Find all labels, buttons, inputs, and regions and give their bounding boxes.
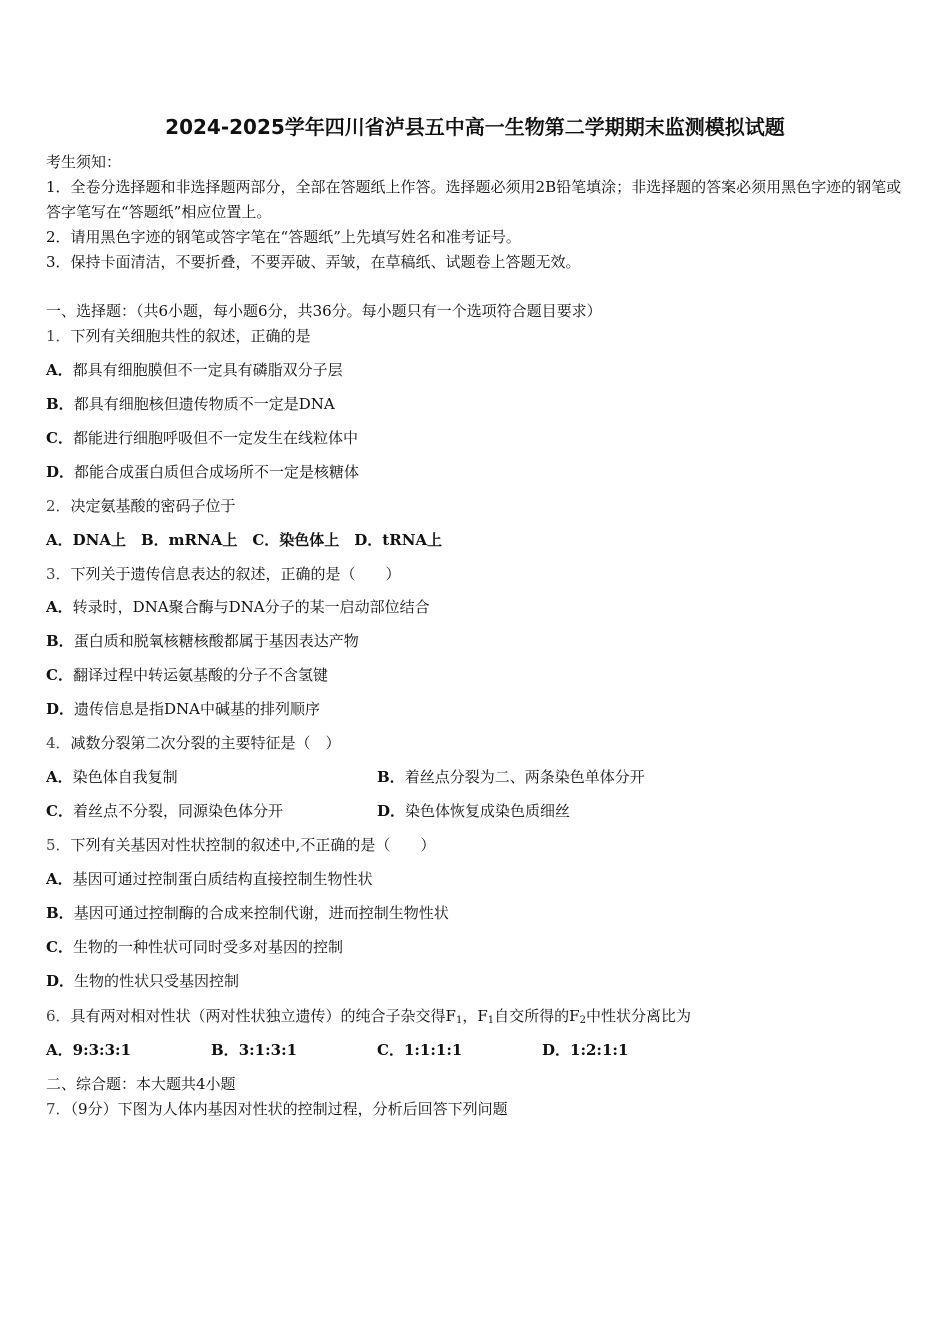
question-7: 7．（9分）下图为人体内基因对性状的控制过程，分析后回答下列问题 <box>46 1100 508 1118</box>
option-1c: C．都能进行细胞呼吸但不一定发生在线粒体中 <box>46 429 358 447</box>
notice-item-1: 1．全卷分选择题和非选择题两部分，全部在答题纸上作答。选择题必须用2B铅笔填涂；非选择题的答案必须用黑色字迹的钢笔或答字笔写在“答题纸”相应位置上。 <box>46 178 902 221</box>
option-3d: D．遗传信息是指DNA中碱基的排列顺序 <box>46 700 321 718</box>
option-3a: A．转录时，DNA聚合酶与DNA分子的某一启动部位结合 <box>46 598 430 616</box>
question-2: 2．决定氨基酸的密码子位于 <box>46 497 236 515</box>
section1-heading: 一、选择题：（共6小题，每小题6分，共36分。每小题只有一个选项符合题目要求） <box>46 302 602 320</box>
option-1a: A．都具有细胞膜但不一定具有磷脂双分子层 <box>46 361 343 379</box>
question-6: 6．具有两对相对性状（两对性状独立遗传）的纯合子杂交得$F_1$，$F_1$自交所得的$F_2$中性状分离比为 <box>46 1007 691 1026</box>
question-stem: 下列有关细胞共性的叙述，正确的是 <box>70 327 311 345</box>
option-5c: C．生物的一种性状可同时受多对基因的控制 <box>46 938 343 956</box>
page-title: 2024-2025学年四川省泸县五中高一生物第二学期期末监测模拟试题 <box>165 115 785 139</box>
notice-heading: 考生须知： <box>46 153 122 171</box>
notice-item-3: 3．保持卡面清洁，不要折叠，不要弄破、弄皱，在草稿纸、试题卷上答题无效。 <box>46 253 581 271</box>
option-5b: B．基因可通过控制酶的合成来控制代谢，进而控制生物性状 <box>46 904 449 922</box>
option-4b: B．着丝点分裂为二、两条染色单体分开 <box>377 768 645 786</box>
option-1d: D．都能合成蛋白质但合成场所不一定是核糖体 <box>46 463 360 481</box>
question-4: 4．减数分裂第二次分裂的主要特征是（ ） <box>46 734 341 752</box>
question-1 <box>46 326 311 346</box>
option-1b: B．都具有细胞核但遗传物质不一定是DNA <box>46 395 335 413</box>
option-3b: B．蛋白质和脱氧核糖核酸都属于基因表达产物 <box>46 632 359 650</box>
options-2: A．DNA上 B．mRNA上 C．染色体上 D．tRNA上 <box>46 531 443 549</box>
option-6a: A．9:3:3:1 <box>46 1041 131 1059</box>
question-number: 1． <box>46 327 71 345</box>
option-6d: D．1:2:1:1 <box>542 1041 629 1059</box>
option-5a: A．基因可通过控制蛋白质结构直接控制生物性状 <box>46 870 373 888</box>
option-4d: D．染色体恢复成染色质细丝 <box>377 802 571 820</box>
option-4c: C．着丝点不分裂，同源染色体分开 <box>46 802 283 820</box>
option-4a: A．染色体自我复制 <box>46 768 178 786</box>
section2-heading: 二、综合题：本大题共4小题 <box>46 1075 236 1093</box>
question-3: 3．下列关于遗传信息表达的叙述，正确的是（ ） <box>46 565 401 583</box>
question-5: 5．下列有关基因对性状控制的叙述中,不正确的是（ ） <box>46 836 436 854</box>
option-5d: D．生物的性状只受基因控制 <box>46 972 240 990</box>
option-6b: B．3:1:3:1 <box>211 1041 298 1059</box>
notice-item-2: 2．请用黑色字迹的钢笔或答字笔在“答题纸”上先填写姓名和准考证号。 <box>46 228 521 246</box>
option-6c: C．1:1:1:1 <box>377 1041 463 1059</box>
option-3c: C．翻译过程中转运氨基酸的分子不含氢键 <box>46 666 328 684</box>
